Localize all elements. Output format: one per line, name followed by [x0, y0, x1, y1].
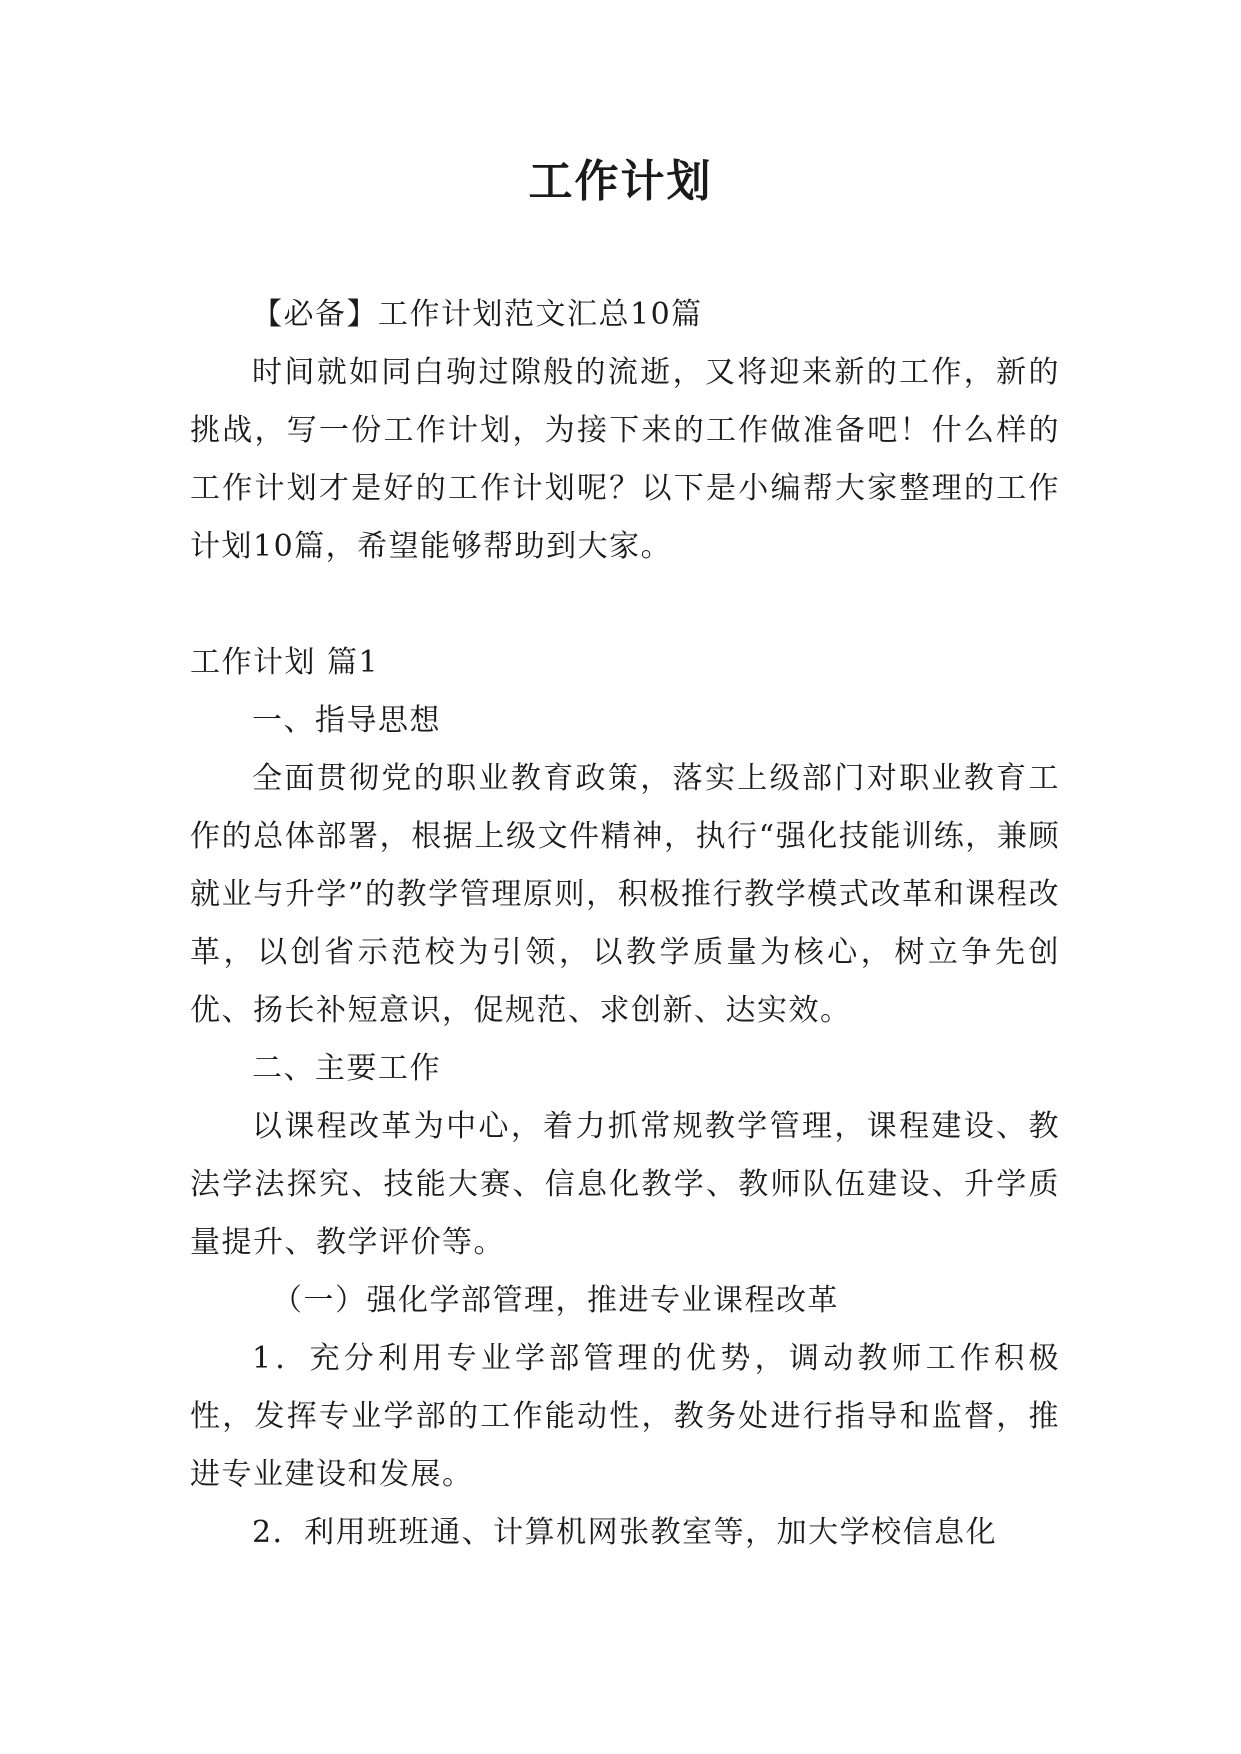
section-heading: 工作计划 篇1 — [190, 645, 380, 680]
heading-guiding-ideology: 一、指导思想 — [252, 703, 441, 738]
paragraph-main-work: 以课程改革为中心，着力抓常规教学管理，课程建设、教法学法探究、技能大赛、信息化教学、教师队伍建设、升学质量提升、教学评价等。 — [190, 1109, 1060, 1260]
document-title: 工作计划 — [528, 156, 713, 207]
subtitle-paragraph: 【必备】工作计划范文汇总10篇 — [252, 297, 703, 332]
list-item: 2．利用班班通、计算机网张教室等，加大学校信息化 — [252, 1515, 998, 1550]
paragraph-guiding-ideology: 全面贯彻党的职业教育政策，落实上级部门对职业教育工作的总体部署，根据上级文件精神，执行“强化技能训练，兼顾就业与升学”的教学管理原则，积极推行教学模式改革和课程改革，以创省示范校为引领，以教学质量为核心，树立争先创优、扬长补短意识，促规范、求创新、达实效。 — [190, 761, 1060, 1028]
list-item: 1．充分利用专业学部管理的优势，调动教师工作积极性，发挥专业学部的工作能动性，教务处进行指导和监督，推进专业建设和发展。 — [190, 1341, 1060, 1492]
document-body — [190, 286, 1060, 1562]
heading-main-work: 二、主要工作 — [252, 1051, 441, 1086]
heading-strengthen-management: （一）强化学部管理，推进专业课程改革 — [272, 1283, 839, 1318]
intro-paragraph: 时间就如同白驹过隙般的流逝，又将迎来新的工作，新的挑战，写一份工作计划，为接下来的工作做准备吧！什么样的工作计划才是好的工作计划呢？以下是小编帮大家整理的工作计划10篇，希望能够帮助到大家。 — [190, 355, 1060, 564]
